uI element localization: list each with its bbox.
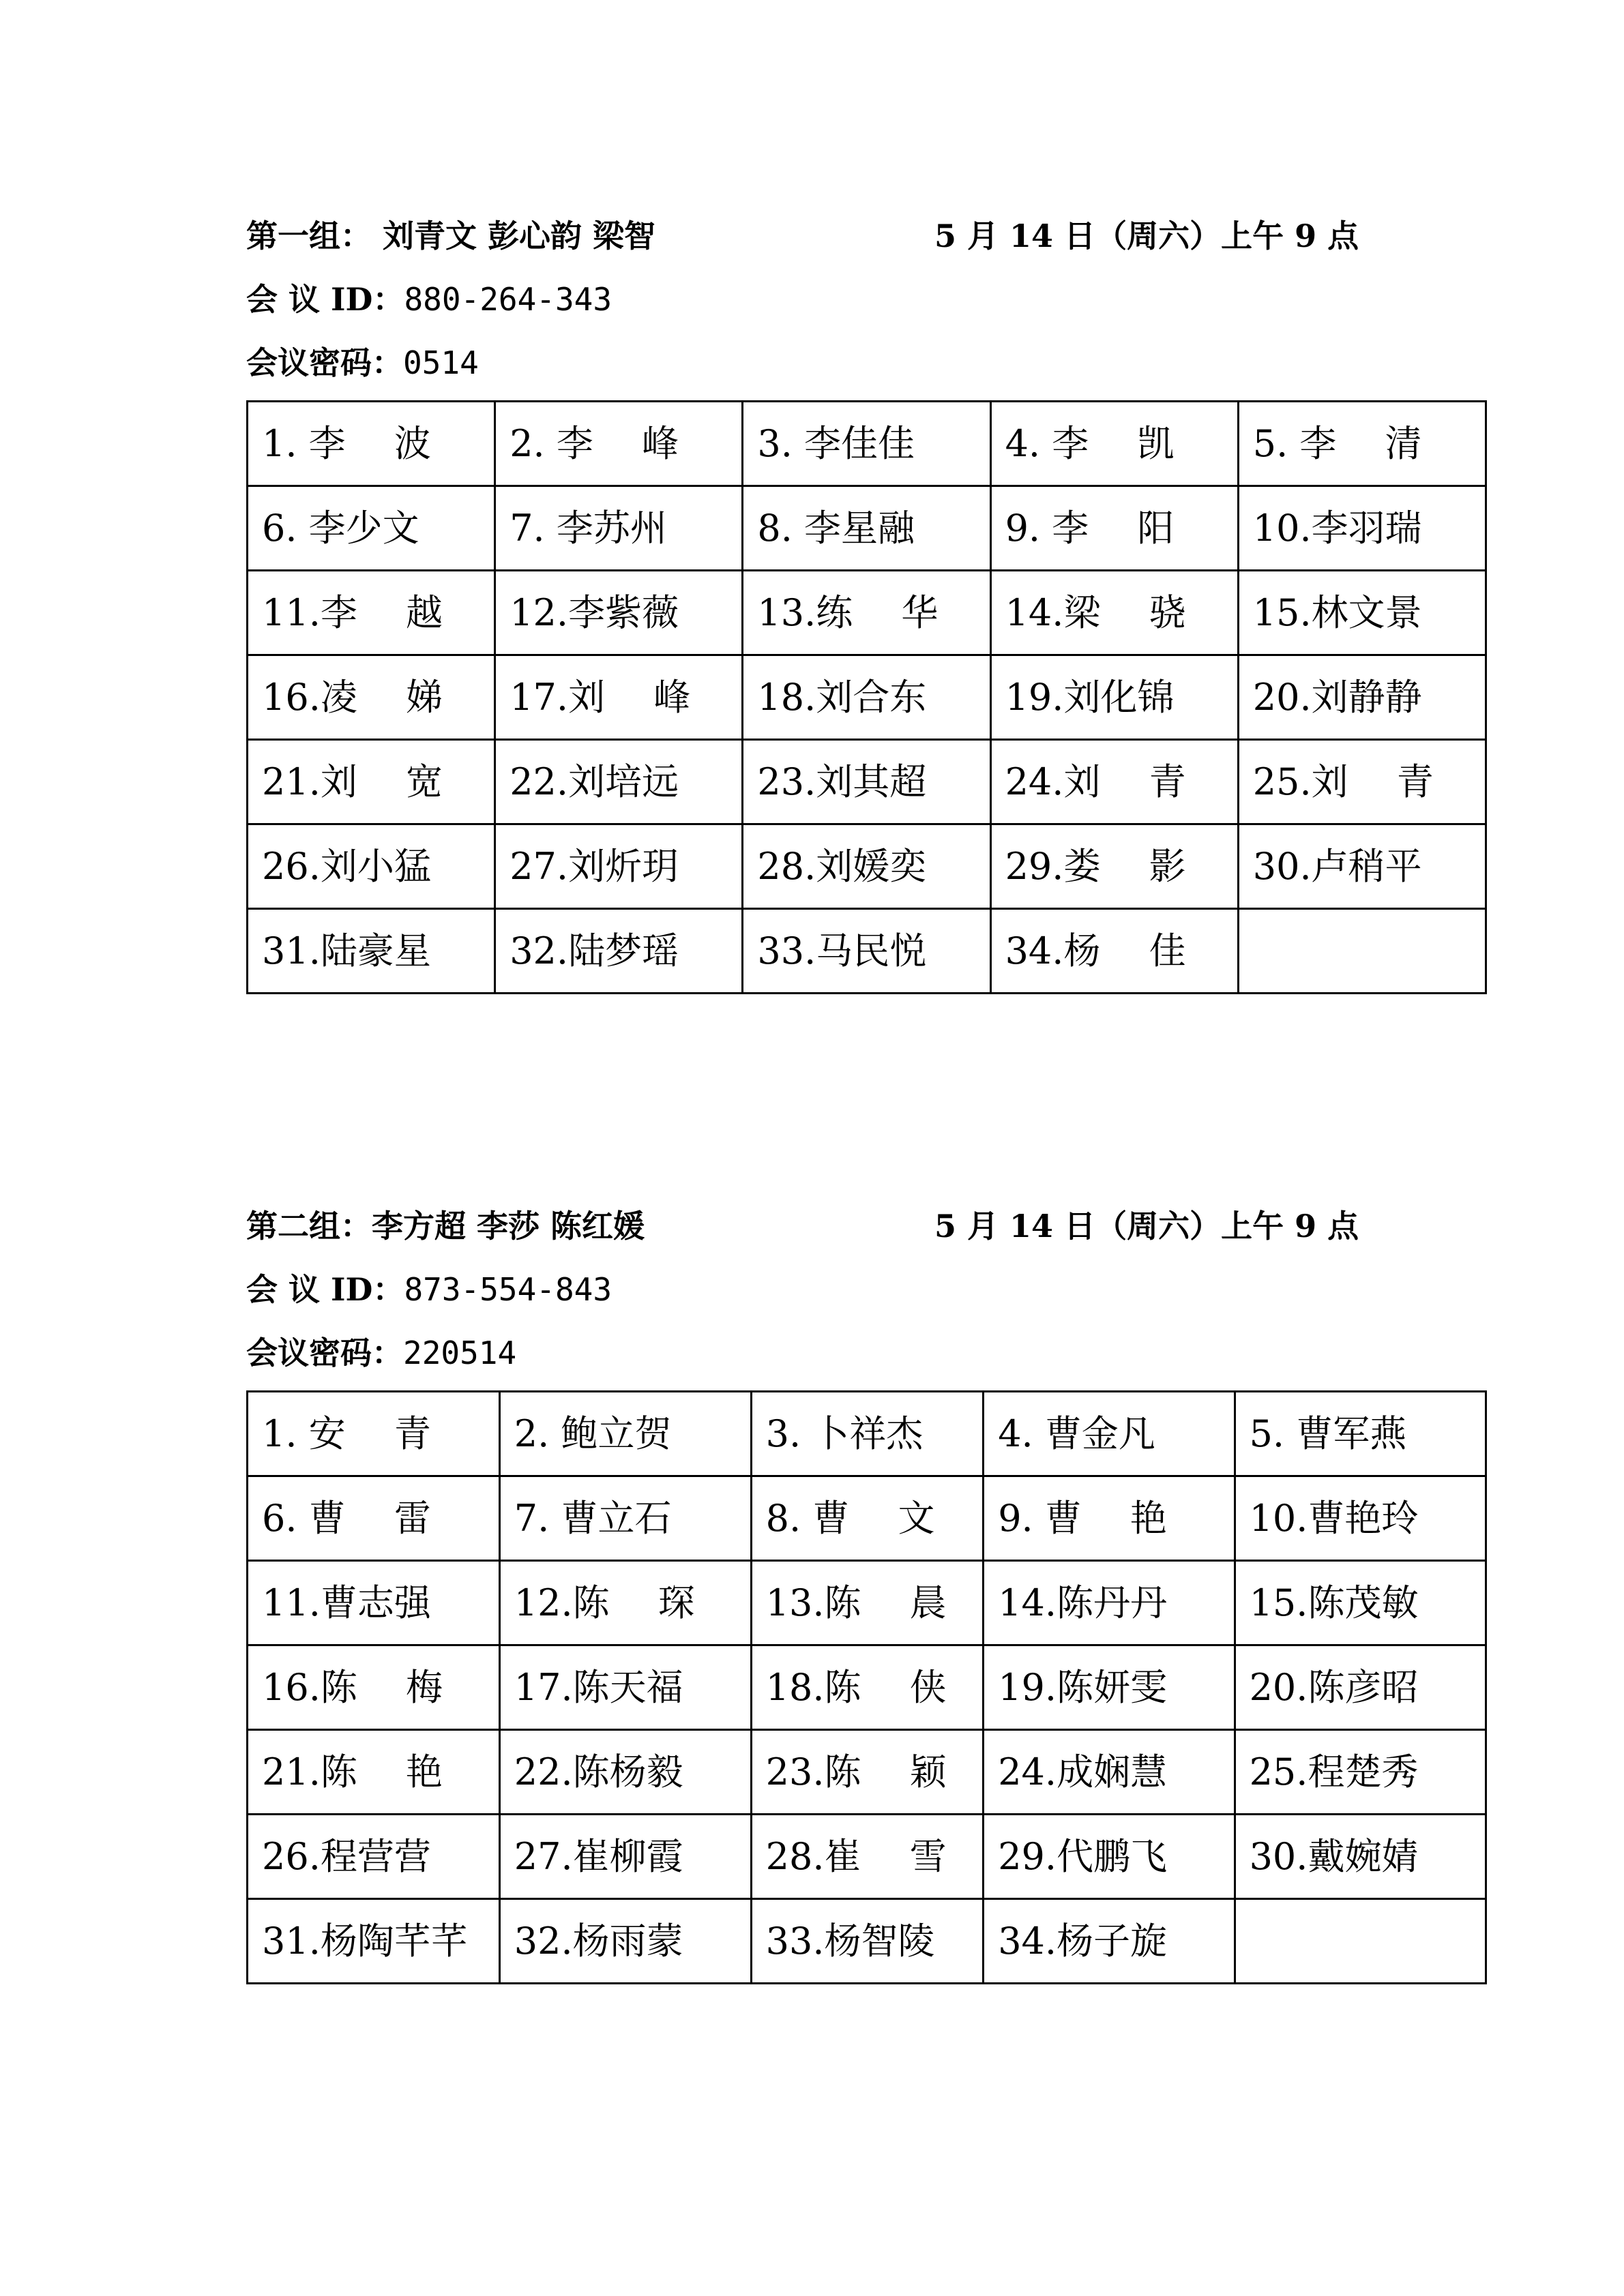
name-cell: 26.刘小猛 [248,824,495,909]
name-cell: 24.刘 青 [990,740,1238,824]
name-cell: 30.戴婉婧 [1235,1815,1486,1899]
table-row [248,1645,1486,1730]
group-2-roster-table [246,1390,1487,1984]
group-1-header [246,205,1487,268]
name-cell: 22.刘培远 [495,740,743,824]
table-row [248,486,1486,571]
name-cell: 26.程营营 [248,1815,500,1899]
table-row [248,1730,1486,1815]
name-cell: 2. 李 峰 [495,402,743,486]
name-cell: 25.刘 青 [1238,740,1486,824]
name-cell: 19.陈妍雯 [984,1645,1235,1730]
name-cell [1235,1899,1486,1984]
group-2-password-line [246,1322,1487,1385]
group-1-roster-table [246,400,1487,994]
name-cell: 16.凌 娣 [248,655,495,740]
password-value: 0514 [403,344,479,381]
name-cell: 12.李紫薇 [495,571,743,655]
table-row [248,571,1486,655]
name-cell: 4. 曹金凡 [984,1392,1235,1476]
name-cell: 30.卢稍平 [1238,824,1486,909]
meeting-id-label: 会 议 ID： [246,1271,404,1308]
password-label: 会议密码： [246,1335,403,1371]
name-cell: 15.林文景 [1238,571,1486,655]
group-2-header [246,1195,1487,1258]
name-cell: 21.刘 宽 [248,740,495,824]
group-2-title: 第二组：李方超 李莎 陈红媛 [246,1208,645,1244]
password-value: 220514 [403,1335,517,1371]
table-row [248,909,1486,994]
name-cell: 12.陈 琛 [499,1561,751,1645]
name-cell: 22.陈杨毅 [499,1730,751,1815]
name-cell: 9. 曹 艳 [984,1476,1235,1561]
name-cell: 20.刘静静 [1238,655,1486,740]
name-cell: 8. 曹 文 [751,1476,984,1561]
name-cell: 20.陈彦昭 [1235,1645,1486,1730]
table-row [248,1476,1486,1561]
name-cell: 33.杨智陵 [751,1899,984,1984]
name-cell: 7. 李苏州 [495,486,743,571]
name-cell: 10.曹艳玲 [1235,1476,1486,1561]
name-cell: 9. 李 阳 [990,486,1238,571]
name-cell: 23.陈 颖 [751,1730,984,1815]
table-row [248,655,1486,740]
name-cell: 14.陈丹丹 [984,1561,1235,1645]
name-cell: 33.马民悦 [743,909,990,994]
group-1-date: 5 月 14 日（周六）上午 9 点 [934,218,1359,254]
name-cell: 34.杨子旋 [984,1899,1235,1984]
name-cell: 24.成娴慧 [984,1730,1235,1815]
name-cell: 6. 李少文 [248,486,495,571]
name-cell: 5. 曹军燕 [1235,1392,1486,1476]
name-cell: 21.陈 艳 [248,1730,500,1815]
table-row [248,1561,1486,1645]
name-cell: 28.刘媛奕 [743,824,990,909]
name-cell: 18.陈 侠 [751,1645,984,1730]
name-cell: 4. 李 凯 [990,402,1238,486]
name-cell: 5. 李 清 [1238,402,1486,486]
name-cell: 14.梁 骁 [990,571,1238,655]
name-cell: 10.李羽瑞 [1238,486,1486,571]
name-cell: 32.陆梦瑶 [495,909,743,994]
table-row [248,740,1486,824]
name-cell: 34.杨 佳 [990,909,1238,994]
name-cell: 31.杨陶芊芊 [248,1899,500,1984]
group-1-title: 第一组： 刘青文 彭心韵 梁智 [246,218,656,254]
name-cell: 17.陈天福 [499,1645,751,1730]
meeting-id-label: 会 议 ID： [246,281,404,318]
table-row [248,1899,1486,1984]
name-cell: 31.陆豪星 [248,909,495,994]
name-cell: 23.刘其超 [743,740,990,824]
name-cell: 1. 李 波 [248,402,495,486]
group-1-section [246,205,1487,994]
table-row [248,1392,1486,1476]
name-cell: 2. 鲍立贺 [499,1392,751,1476]
name-cell: 15.陈茂敏 [1235,1561,1486,1645]
name-cell: 7. 曹立石 [499,1476,751,1561]
name-cell: 1. 安 青 [248,1392,500,1476]
name-cell: 19.刘化锦 [990,655,1238,740]
name-cell: 27.崔柳霞 [499,1815,751,1899]
group-2-date: 5 月 14 日（周六）上午 9 点 [934,1208,1359,1244]
name-cell [1238,909,1486,994]
name-cell: 17.刘 峰 [495,655,743,740]
password-label: 会议密码： [246,344,403,381]
table-row [248,1815,1486,1899]
name-cell: 11.李 越 [248,571,495,655]
group-2-meeting-id-line [246,1258,1487,1322]
name-cell: 3. 李佳佳 [743,402,990,486]
name-cell: 27.刘炘玥 [495,824,743,909]
name-cell: 8. 李星融 [743,486,990,571]
name-cell: 25.程楚秀 [1235,1730,1486,1815]
group-1-meeting-id-line [246,268,1487,331]
name-cell: 28.崔 雪 [751,1815,984,1899]
meeting-id-value: 873-554-843 [404,1271,612,1308]
name-cell: 11.曹志强 [248,1561,500,1645]
table-row [248,402,1486,486]
name-cell: 18.刘合东 [743,655,990,740]
name-cell: 29.娄 影 [990,824,1238,909]
name-cell: 29.代鹏飞 [984,1815,1235,1899]
table-row [248,824,1486,909]
name-cell: 13.陈 晨 [751,1561,984,1645]
meeting-id-value: 880-264-343 [404,281,612,318]
name-cell: 32.杨雨蒙 [499,1899,751,1984]
name-cell: 16.陈 梅 [248,1645,500,1730]
group-1-password-line [246,331,1487,395]
name-cell: 3. 卜祥杰 [751,1392,984,1476]
group-2-section [246,1195,1487,1984]
name-cell: 13.练 华 [743,571,990,655]
name-cell: 6. 曹 雷 [248,1476,500,1561]
